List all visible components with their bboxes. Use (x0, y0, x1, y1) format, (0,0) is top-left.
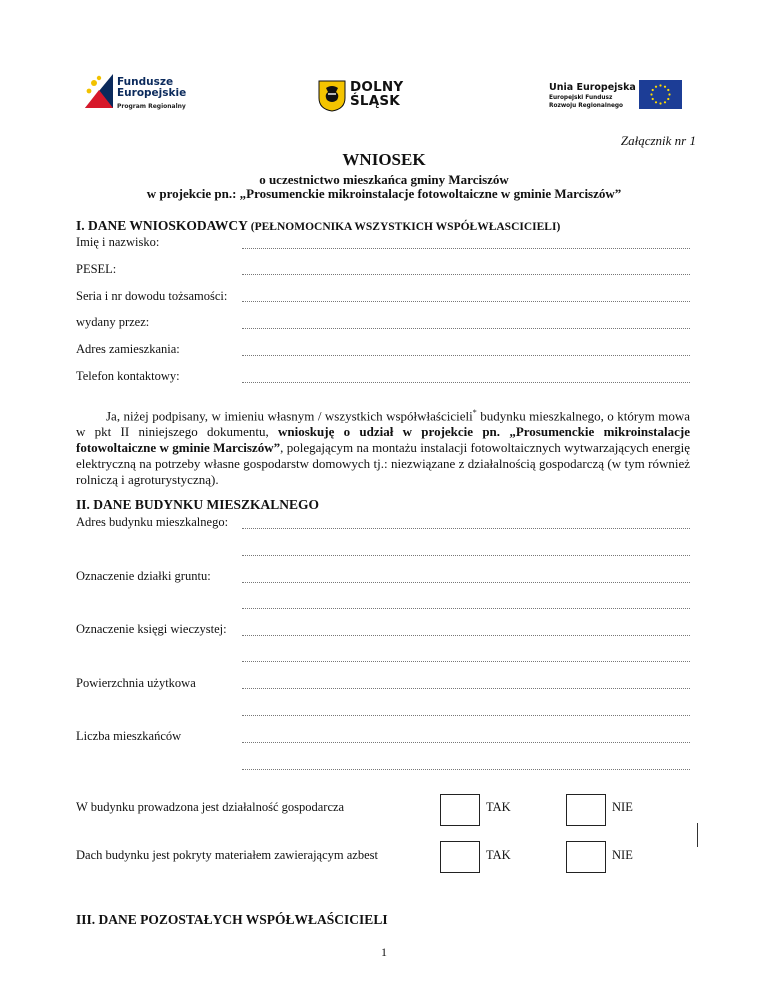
section3-title: III. DANE POZOSTAŁYCH WSPÓŁWŁAŚCICIELI (76, 912, 388, 927)
field-line-residents-2[interactable] (242, 769, 690, 770)
question-business: W budynku prowadzona jest działalność gospodarcza (76, 800, 345, 814)
eu-flag-icon (639, 80, 682, 109)
label-asbestos-yes: TAK (486, 848, 511, 862)
field-line-pesel[interactable] (242, 274, 690, 275)
field-line-id-card[interactable] (242, 301, 690, 302)
field-label-pesel: PESEL: (76, 262, 117, 276)
footnote-marker: * (472, 408, 477, 417)
field-label-land-register: Oznaczenie księgi wieczystej: (76, 622, 227, 636)
section1-title-small: (PEŁNOMOCNIKA WSZYSTKICH WSPÓŁWŁASCICIELI) (250, 221, 561, 233)
label-business-yes: TAK (486, 800, 511, 814)
field-line-phone[interactable] (242, 382, 690, 383)
section1-title-main: I. DANE WNIOSKODAWCY (76, 218, 248, 233)
fe-logo-line2: Europejskie (117, 87, 187, 99)
field-label-issued-by: wydany przez: (76, 315, 150, 329)
field-line-usable-area-2[interactable] (242, 715, 690, 716)
declaration-part1: Ja, niżej podpisany, w imieniu własnym / wszystkich współwłaścicieli (106, 408, 473, 424)
ds-logo-line2: ŚLĄSK (350, 93, 400, 109)
field-line-usable-area-1[interactable] (242, 688, 690, 689)
field-label-building-address: Adres budynku mieszkalnego: (76, 515, 229, 529)
field-label-phone: Telefon kontaktowy: (76, 369, 180, 383)
eu-logo-line2: Europejski Fundusz (549, 95, 613, 101)
field-label-usable-area: Powierzchnia użytkowa (76, 676, 196, 690)
fe-logo-line3: Program Regionalny (117, 103, 186, 110)
field-label-name: Imię i nazwisko: (76, 235, 160, 249)
checkbox-asbestos-no[interactable] (566, 841, 606, 873)
label-business-no: NIE (612, 800, 633, 814)
field-line-issued-by[interactable] (242, 328, 690, 329)
page-title: WNIOSEK (342, 150, 426, 169)
declaration-part2: budynku mieszkalnego, o którym mowa w pkt II niniejszego dokumentu, (76, 408, 690, 440)
margin-mark (697, 823, 698, 847)
dolny-slask-logo (318, 80, 418, 114)
question-asbestos: Dach budynku jest pokryty materiałem zawierającym azbest (76, 848, 378, 862)
field-line-land-register-2[interactable] (242, 661, 690, 662)
checkbox-asbestos-yes[interactable] (440, 841, 480, 873)
field-label-residents: Liczba mieszkańców (76, 729, 182, 743)
section1-title (76, 218, 560, 234)
eu-logo-line1: Unia Europejska (549, 82, 636, 93)
checkbox-business-no[interactable] (566, 794, 606, 826)
field-line-residents-1[interactable] (242, 742, 690, 743)
field-line-plot-2[interactable] (242, 608, 690, 609)
checkbox-business-yes[interactable] (440, 794, 480, 826)
field-line-plot-1[interactable] (242, 582, 690, 583)
label-asbestos-no: NIE (612, 848, 633, 862)
field-line-land-register-1[interactable] (242, 635, 690, 636)
section2-title: II. DANE BUDYNKU MIESZKALNEGO (76, 497, 320, 512)
field-line-address[interactable] (242, 355, 690, 356)
declaration-part3: , polegającym na montażu instalacji fotowoltaicznych wytwarzających energię elektryczną na potrzeby własne gospodarstw domowych tj.: niezwiązane z działalnością gospodarczą (w tym również rolniczą i agroturystyczną). (76, 440, 691, 488)
field-line-building-address-2[interactable] (242, 555, 690, 556)
declaration-paragraph (76, 405, 690, 488)
field-label-plot: Oznaczenie działki gruntu: (76, 569, 211, 583)
eu-logo (549, 80, 684, 112)
annex-number: Załącznik nr 1 (620, 133, 696, 148)
subtitle-line2: w projekcie pn.: „Prosumenckie mikroinstalacje fotowoltaiczne w gminie Marciszów” (146, 186, 622, 201)
fe-logo-line1: Fundusze (117, 76, 174, 88)
subtitle-line1: o uczestnictwo mieszkańca gminy Marciszów (259, 172, 509, 187)
fe-star-mark-icon (85, 74, 113, 108)
declaration-bold: wnioskuję o udział w projekcie pn. „Prosumenckie mikroinstalacje fotowoltaiczne w gminie Marciszów” (76, 424, 690, 456)
coat-of-arms-icon (318, 80, 346, 112)
field-line-name[interactable] (242, 248, 690, 249)
field-label-address: Adres zamieszkania: (76, 342, 180, 356)
page-number: 1 (381, 945, 387, 959)
field-line-building-address-1[interactable] (242, 528, 690, 529)
ds-logo-line1: DOLNY (350, 79, 404, 95)
field-label-id-card: Seria i nr dowodu tożsamości: (76, 289, 228, 303)
fundusze-europejskie-logo (85, 74, 195, 114)
eu-logo-line3: Rozwoju Regionalnego (549, 103, 624, 109)
